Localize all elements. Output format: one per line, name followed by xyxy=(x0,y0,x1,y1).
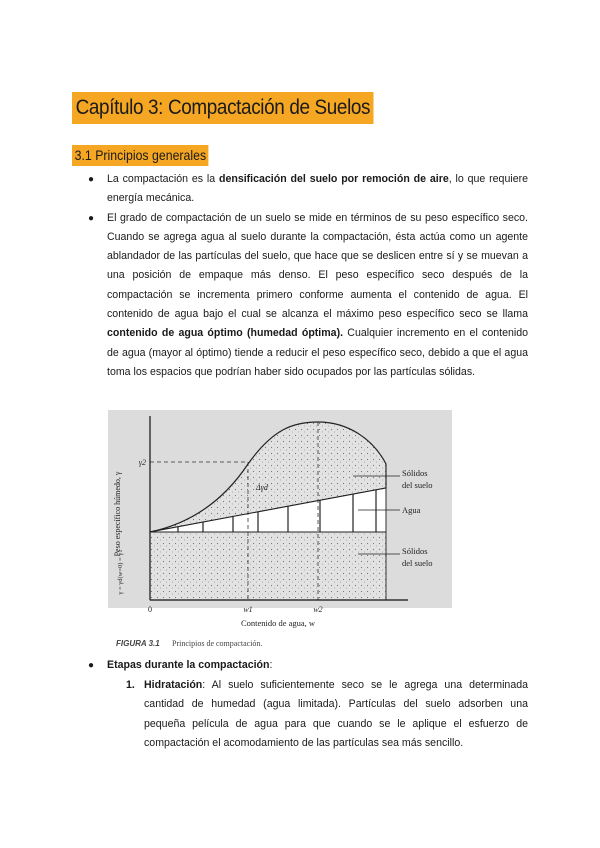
y-axis-lower-label: γ = γd(w=0) = γ1 xyxy=(117,549,124,595)
x-tick-w1: w1 xyxy=(243,605,253,614)
x-origin-label: 0 xyxy=(148,605,152,614)
stages-title: Etapas durante la compactación xyxy=(107,659,270,671)
bullet-text-bold: densificación del suelo por remoción de aire xyxy=(218,173,449,185)
bullet-text-pre: La compactación es la xyxy=(107,173,219,185)
legend-solids-bottom-1: Sólidos xyxy=(402,546,428,556)
bullet-icon: ● xyxy=(88,660,95,671)
list-item xyxy=(88,656,528,675)
stages-list xyxy=(126,676,528,753)
lower-solids-region xyxy=(150,532,386,600)
y-axis-label: Peso específico húmedo, γ xyxy=(113,471,122,557)
legend-solids-bottom-2: del suelo xyxy=(402,558,433,568)
x-axis-label: Contenido de agua, w xyxy=(240,618,316,628)
list-item xyxy=(126,676,528,753)
bullet-text-post: , lo que requiere energía mecánica. xyxy=(107,173,528,205)
figure-caption-label: FIGURA 3.1 xyxy=(116,639,160,648)
stages-heading xyxy=(88,656,528,675)
bullet-text-bold: contenido de agua óptimo (humedad óptima). xyxy=(107,327,344,340)
bullet-text-pre: El grado de compactación de un suelo se mide en términos de su peso específico seco. Cuando se agrega agua al suelo durante la compactación, ésta actúa como un agente ablandador de las partículas del suelo, que hace que se deslicen entre sí y se muevan a una posición de empaque más denso. El peso específico seco después de la compactación se incrementa primero conforme aumenta el contenido de agua. El contenido de agua bajo el cual se alcanza el máximo peso específico seco se llama xyxy=(107,211,528,321)
list-item xyxy=(88,170,528,209)
item-number: 1. xyxy=(126,679,135,691)
figure-caption-text: Principios de compactación. xyxy=(172,639,263,648)
compaction-figure xyxy=(108,404,452,654)
list-item xyxy=(88,209,528,383)
legend-solids-top-1: Sólidos xyxy=(402,468,428,478)
delta-label: Δγd xyxy=(256,483,268,492)
compaction-diagram xyxy=(108,404,452,654)
section-title: 3.1 Principios generales xyxy=(72,145,209,166)
y-tick-label: γ2 xyxy=(138,458,146,467)
bullet-text-post: Cualquier incremento en el contenido de agua (mayor al óptimo) tiende a reducir el peso específico seco, debido a que el agua toma los espacios que podrían haber sido ocupados por las partículas sólidas. xyxy=(107,327,528,378)
item-text: : Al suelo suficientemente seco se le agrega una determinada cantidad de humedad (agua limitada). Partículas del suelo adsorben una pequeña película de agua para que cuando se le aplique el esfuerzo de compactación el acomodamiento de las partículas sea más sencillo. xyxy=(144,679,528,749)
item-title: Hidratación xyxy=(144,679,203,691)
chapter-title: Capítulo 3: Compactación de Suelos xyxy=(72,92,374,124)
stages-suffix: : xyxy=(269,659,273,671)
principles-list xyxy=(88,170,528,382)
bullet-icon: ● xyxy=(88,212,95,224)
bullet-icon: ● xyxy=(88,174,95,185)
legend-water: Agua xyxy=(402,505,421,515)
x-tick-w2: w2 xyxy=(313,605,323,614)
legend-solids-top-2: del suelo xyxy=(402,480,433,490)
